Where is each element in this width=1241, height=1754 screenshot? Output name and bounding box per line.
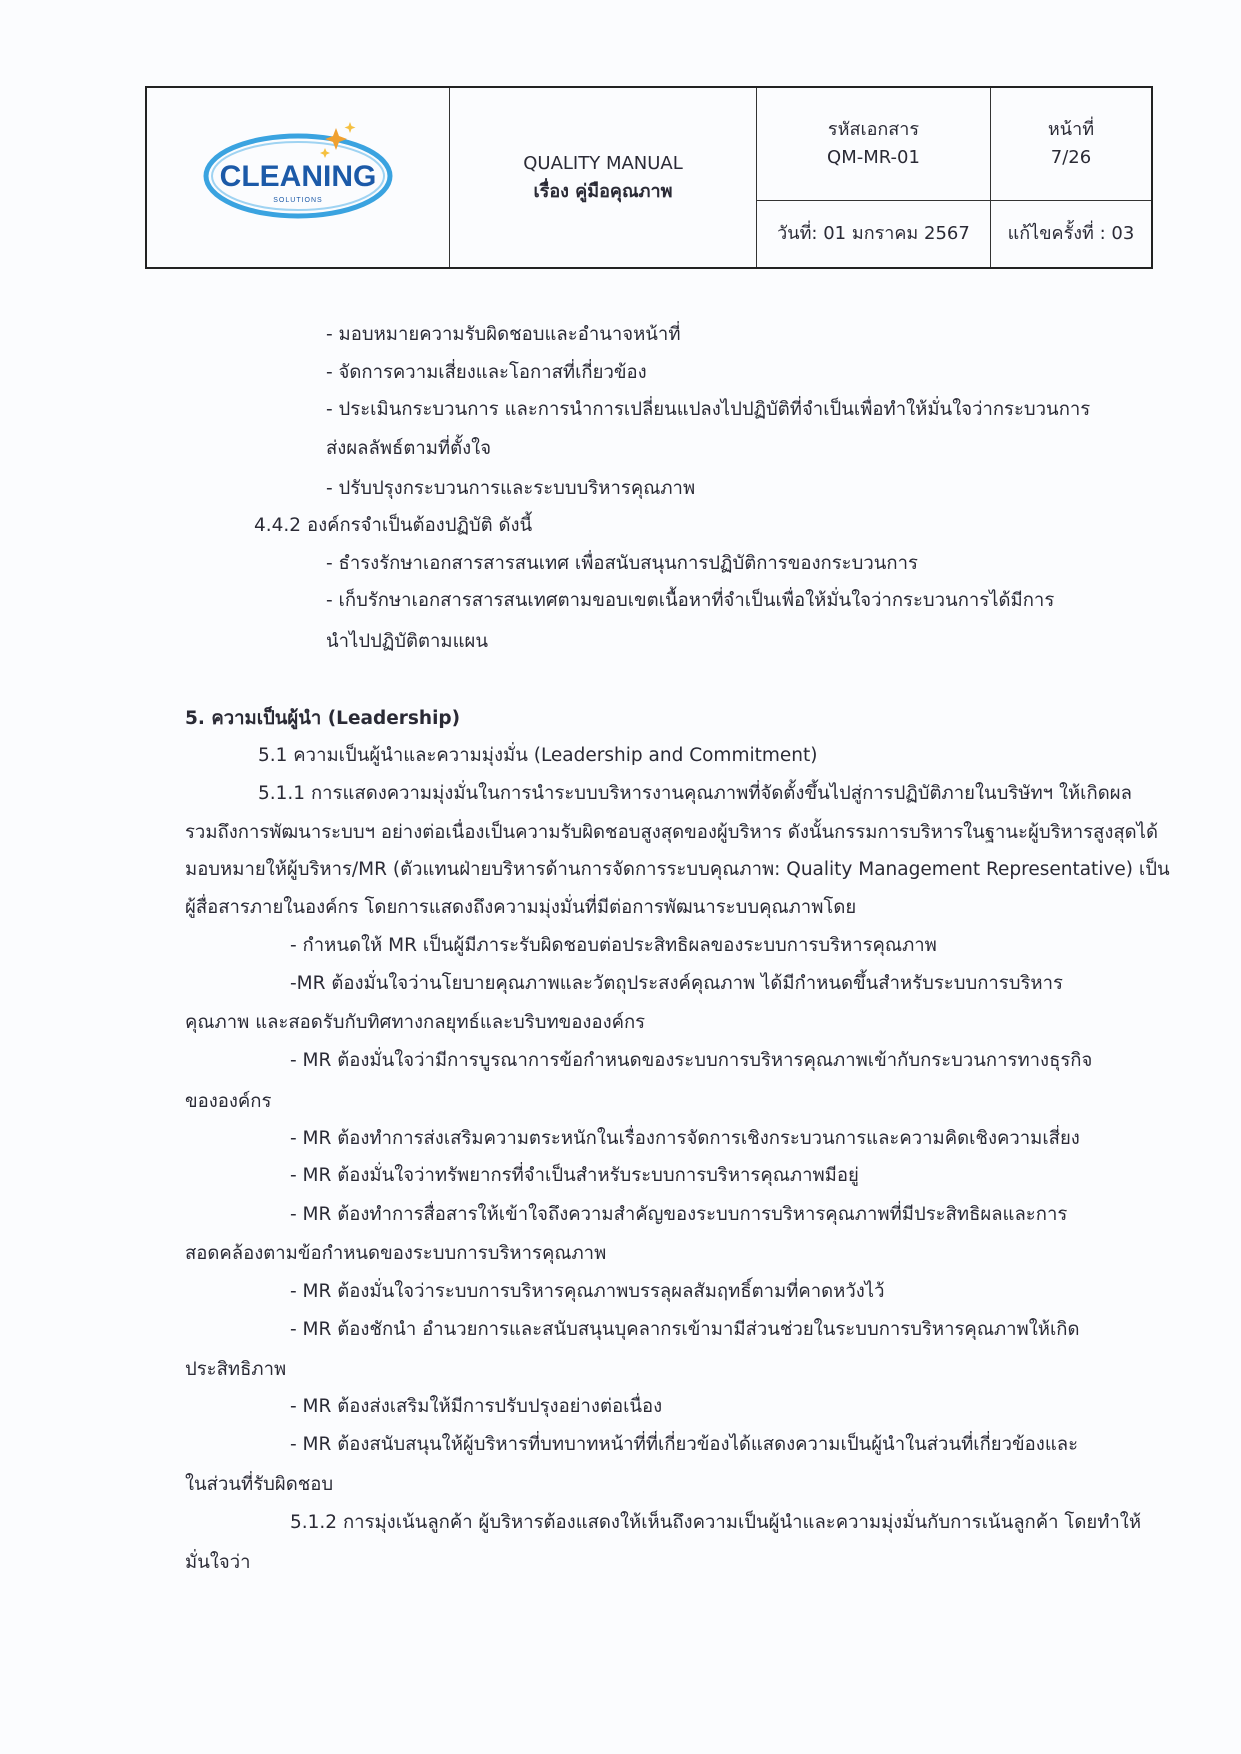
body-line: - MR ต้องส่งเสริมให้มีการปรับปรุงอย่างต่อเนื่อง — [290, 1396, 663, 1417]
body-line: - กำหนดให้ MR เป็นผู้มีภาระรับผิดชอบต่อประสิทธิผลของระบบการบริหารคุณภาพ — [290, 935, 937, 956]
body-line: นำไปปฏิบัติตามแผน — [326, 631, 489, 652]
body-line: ขององค์กร — [185, 1091, 272, 1112]
title-en: QUALITY MANUAL — [523, 152, 683, 174]
logo-text: CLEANING — [219, 160, 377, 194]
body-line: - MR ต้องมั่นใจว่ามีการบูรณาการข้อกำหนดของระบบการบริหารคุณภาพเข้ากับกระบวนการทางธุรกิจ — [290, 1050, 1093, 1071]
doc-code-cell — [757, 87, 991, 201]
company-logo — [198, 118, 398, 228]
body-line: - MR ต้องมั่นใจว่าทรัพยากรที่จำเป็นสำหรับระบบการบริหารคุณภาพมีอยู่ — [290, 1165, 859, 1186]
body-line: - MR ต้องทำการสื่อสารให้เข้าใจถึงความสำคัญของระบบการบริหารคุณภาพที่มีประสิทธิผลและการ — [290, 1204, 1068, 1225]
document-header — [145, 86, 1153, 269]
body-line: - จัดการความเสี่ยงและโอกาสที่เกี่ยวข้อง — [326, 362, 647, 383]
body-line: มอบหมายให้ผู้บริหาร/MR (ตัวแทนฝ่ายบริหารด้านการจัดการระบบคุณภาพ: Quality Management Representative) เป็น — [185, 859, 1170, 880]
body-line: - MR ต้องมั่นใจว่าระบบการบริหารคุณภาพบรรลุผลสัมฤทธิ์ตามที่คาดหวังไว้ — [290, 1281, 885, 1302]
body-line: 5.1.2 การมุ่งเน้นลูกค้า ผู้บริหารต้องแสดงให้เห็นถึงความเป็นผู้นำและความมุ่งมั่นกับการเน้นลูกค้า โดยทำให้ — [290, 1512, 1142, 1533]
body-line: - มอบหมายความรับผิดชอบและอำนาจหน้าที่ — [326, 324, 681, 345]
date-cell: วันที่: 01 มกราคม 2567 — [757, 201, 991, 269]
body-line: ผู้สื่อสารภายในองค์กร โดยการแสดงถึงความมุ่งมั่นที่มีต่อการพัฒนาระบบคุณภาพโดย — [185, 897, 857, 918]
revision-cell: แก้ไขครั้งที่ : 03 — [991, 201, 1153, 269]
section-5-heading: 5. ความเป็นผู้นำ (Leadership) — [185, 708, 461, 729]
section-4-4-2: 4.4.2 องค์กรจำเป็นต้องปฏิบัติ ดังนี้ — [254, 515, 533, 536]
page-label: หน้าที่ — [1047, 119, 1095, 141]
body-line: รวมถึงการพัฒนาระบบฯ อย่างต่อเนื่องเป็นความรับผิดชอบสูงสุดของผู้บริหาร ดังนั้นกรรมการบริหารในฐานะผู้บริหารสูงสุดได้ — [185, 822, 1158, 843]
title-cell — [450, 87, 757, 268]
body-line: - MR ต้องชักนำ อำนวยการและสนับสนุนบุคลากรเข้ามามีส่วนช่วยในระบบการบริหารคุณภาพให้เกิด — [290, 1319, 1080, 1340]
body-line: ในส่วนที่รับผิดชอบ — [185, 1474, 334, 1495]
body-line: - MR ต้องทำการส่งเสริมความตระหนักในเรื่องการจัดการเชิงกระบวนการและความคิดเชิงความเสี่ยง — [290, 1128, 1080, 1149]
body-line: - ปรับปรุงกระบวนการและระบบบริหารคุณภาพ — [326, 478, 696, 499]
body-line: มั่นใจว่า — [185, 1552, 251, 1573]
page-value: 7/26 — [1050, 147, 1092, 168]
body-line: ส่งผลลัพธ์ตามที่ตั้งใจ — [326, 438, 492, 459]
body-line: - MR ต้องสนับสนุนให้ผู้บริหารที่บทบาทหน้าที่ที่เกี่ยวข้องได้แสดงความเป็นผู้นำในส่วนที่เกี่ยวข้องและ — [290, 1434, 1079, 1455]
doc-code-label: รหัสเอกสาร — [827, 119, 920, 141]
body-line: ประสิทธิภาพ — [185, 1359, 287, 1380]
page-number-cell — [991, 87, 1153, 201]
title-th: เรื่อง คู่มือคุณภาพ — [533, 180, 673, 202]
body-line: สอดคล้องตามข้อกำหนดของระบบการบริหารคุณภาพ — [185, 1243, 607, 1264]
logo-subtext: SOLUTIONS — [273, 197, 323, 205]
body-line: คุณภาพ และสอดรับกับทิศทางกลยุทธ์และบริบทขององค์กร — [185, 1012, 646, 1033]
body-line: - เก็บรักษาเอกสารสารสนเทศตามขอบเขตเนื้อหาที่จำเป็นเพื่อให้มั่นใจว่ากระบวนการได้มีการ — [326, 590, 1055, 611]
logo-cell — [146, 87, 450, 268]
doc-code: QM-MR-01 — [827, 147, 920, 168]
body-line: -MR ต้องมั่นใจว่านโยบายคุณภาพและวัตถุประสงค์คุณภาพ ได้มีกำหนดขึ้นสำหรับระบบการบริหาร — [290, 973, 1063, 994]
section-5-1: 5.1 ความเป็นผู้นำและความมุ่งมั่น (Leadership and Commitment) — [258, 745, 818, 766]
body-line: - ประเมินกระบวนการ และการนำการเปลี่ยนแปลงไปปฏิบัติที่จำเป็นเพื่อทำให้มั่นใจว่ากระบวนการ — [326, 399, 1091, 420]
body-line: 5.1.1 การแสดงความมุ่งมั่นในการนำระบบบริหารงานคุณภาพที่จัดตั้งขึ้นไปสู่การปฏิบัติภายในบริษัทฯ ให้เกิดผล — [258, 783, 1132, 804]
body-line: - ธำรงรักษาเอกสารสารสนเทศ เพื่อสนับสนุนการปฏิบัติการของกระบวนการ — [326, 553, 918, 574]
